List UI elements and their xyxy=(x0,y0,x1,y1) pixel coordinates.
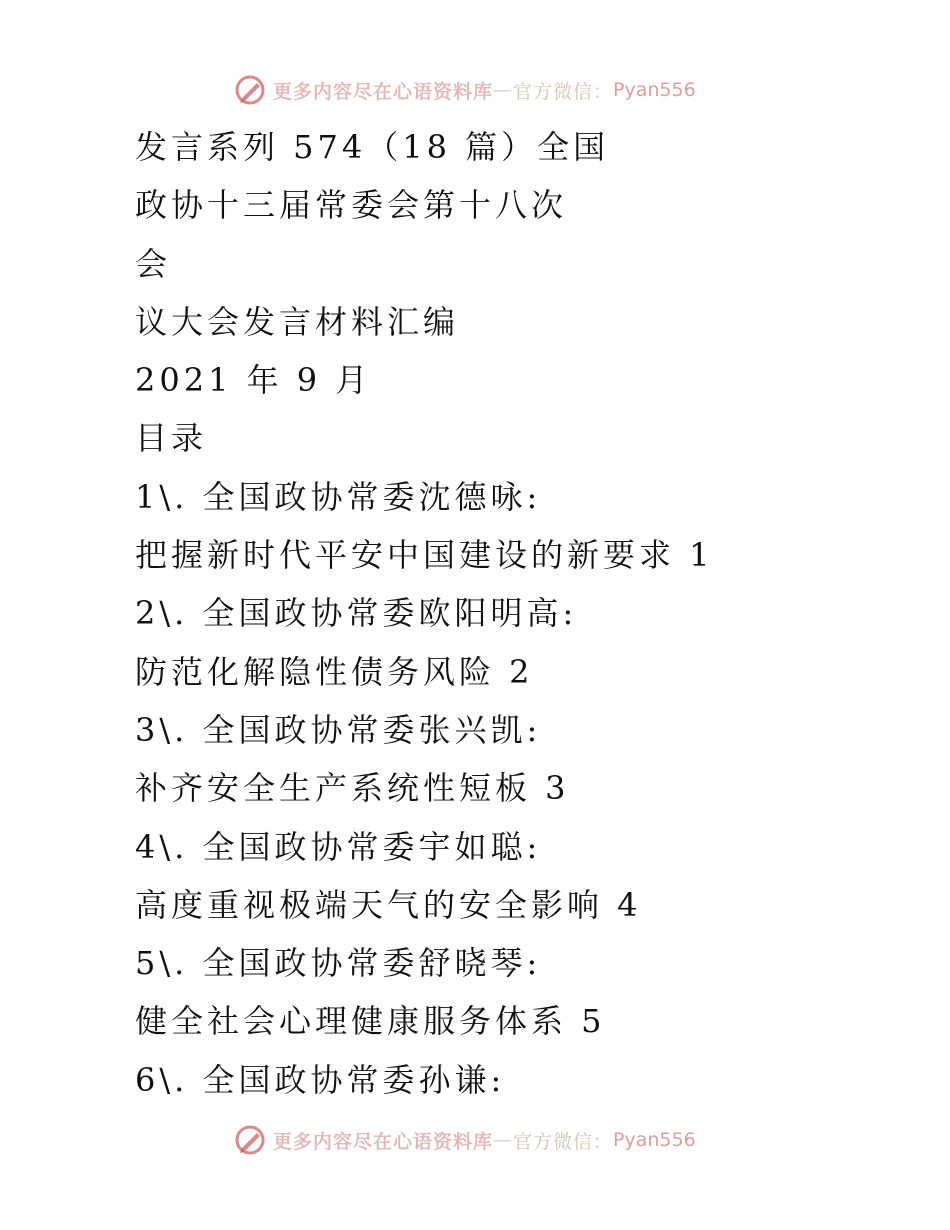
toc-entry-2-speaker: 2\. 全国政协常委欧阳明高: xyxy=(135,594,578,633)
document-date: 2021 年 9 月 xyxy=(135,361,372,400)
toc-entry-1-speaker: 1\. 全国政协常委沈德咏: xyxy=(135,477,542,516)
watermark-wechat-label: 官方微信： xyxy=(513,1130,614,1153)
toc-entry-1-title: 把握新时代平安中国建设的新要求 1 xyxy=(135,536,714,575)
title-line-1: 发言系列 574（18 篇）全国 xyxy=(135,128,610,166)
toc-entry-6-speaker: 6\. 全国政协常委孙谦: xyxy=(135,1060,506,1099)
watermark-wechat-label: 官方微信： xyxy=(513,80,614,103)
watermark-dash: — xyxy=(493,79,514,101)
footer-watermark xyxy=(233,1122,696,1158)
pen-logo-icon xyxy=(233,1123,267,1157)
watermark-brand: 更多内容尽在心语资料库 xyxy=(273,1130,494,1153)
header-watermark xyxy=(233,72,696,108)
pen-logo-icon xyxy=(233,73,267,107)
watermark-brand: 更多内容尽在心语资料库 xyxy=(273,80,494,103)
watermark-handle: Pyan556 xyxy=(613,1129,696,1151)
toc-heading: 目录 xyxy=(135,419,208,458)
title-line-2: 政协十三届常委会第十八次 xyxy=(135,186,568,225)
document-body xyxy=(135,118,915,1109)
toc-entry-2-title: 防范化解隐性债务风险 2 xyxy=(135,652,534,691)
toc-entry-4-speaker: 4\. 全国政协常委宇如聪: xyxy=(135,827,542,866)
watermark-handle: Pyan556 xyxy=(613,79,696,101)
watermark-dash: — xyxy=(493,1129,514,1151)
toc-entry-3-speaker: 3\. 全国政协常委张兴凯: xyxy=(135,710,542,749)
toc-entry-5-title: 健全社会心理健康服务体系 5 xyxy=(135,1002,606,1041)
title-line-4: 议大会发言材料汇编 xyxy=(135,302,460,341)
toc-entry-3-title: 补齐安全生产系统性短板 3 xyxy=(135,769,570,808)
title-line-3: 会 xyxy=(135,244,172,283)
toc-entry-5-speaker: 5\. 全国政协常委舒晓琴: xyxy=(135,944,542,983)
toc-entry-4-title: 高度重视极端天气的安全影响 4 xyxy=(135,885,642,924)
